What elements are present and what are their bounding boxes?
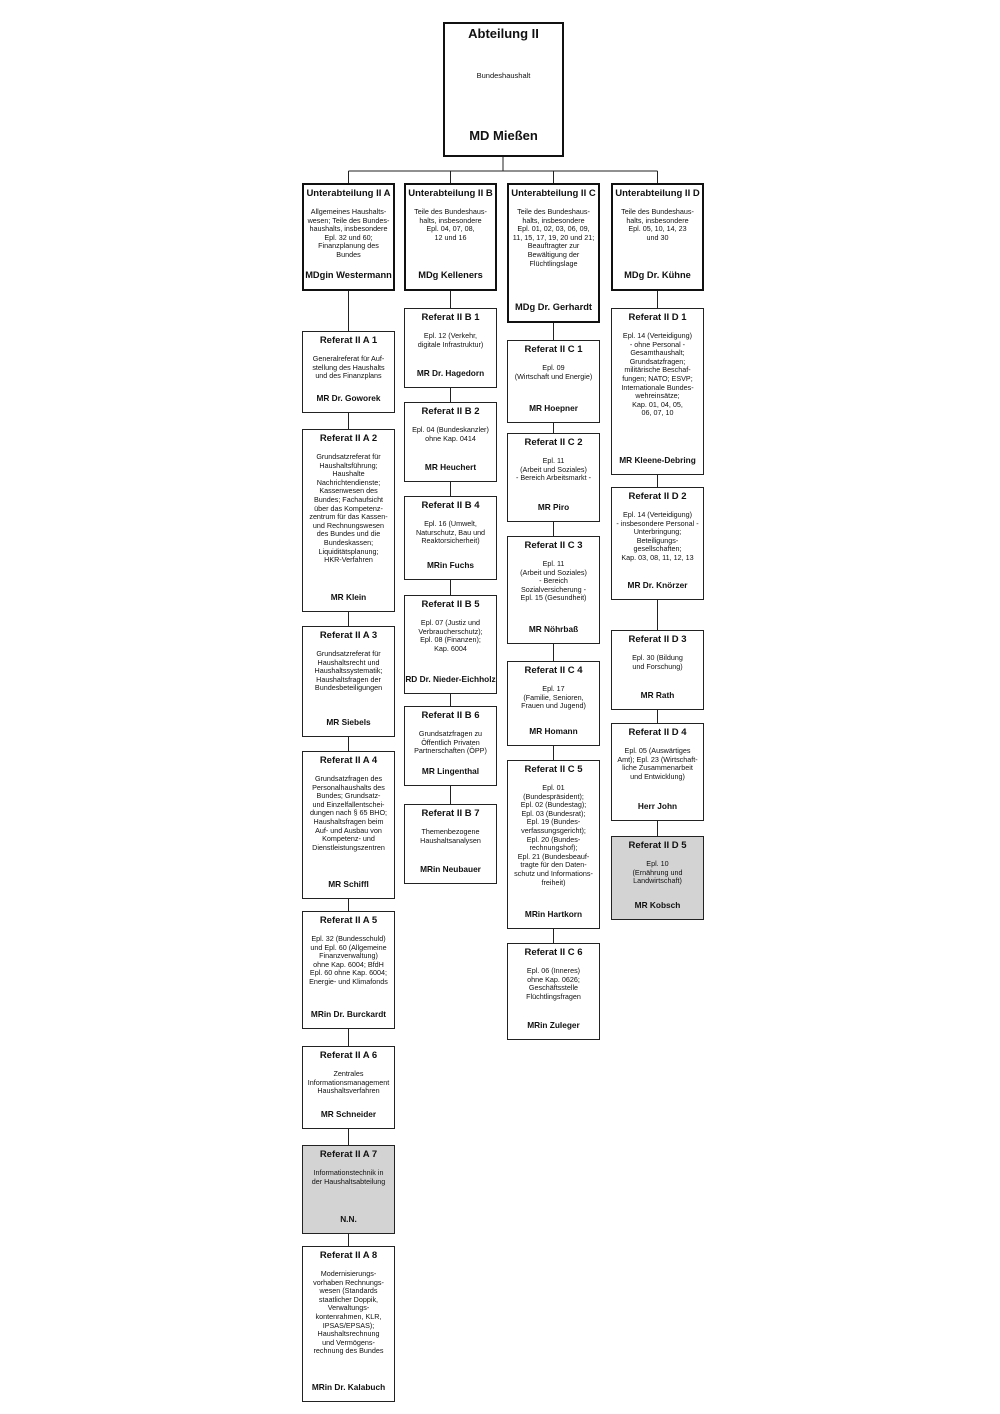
referat-c-1-head: MR Hoepner bbox=[529, 403, 578, 413]
unterabteilung-b-title: Unterabteilung II B bbox=[408, 188, 493, 199]
unterabteilung-d bbox=[611, 183, 704, 291]
referat-d-4 bbox=[611, 723, 704, 821]
referat-c-2-head: MR Piro bbox=[537, 502, 570, 512]
referat-a-6-head: MR Schneider bbox=[320, 1109, 377, 1119]
referat-c-6-description: Epl. 06 (Inneres) ohne Kap. 0626; Geschäftsstelle Flüchtlingsfragen bbox=[526, 966, 581, 1001]
referat-c-5-head: MRin Hartkorn bbox=[524, 909, 583, 919]
referat-b-2 bbox=[404, 402, 497, 482]
referat-d-1 bbox=[611, 308, 704, 475]
referat-a-3 bbox=[302, 626, 395, 737]
referat-d-2 bbox=[611, 487, 704, 600]
referat-b-4-head: RD Dr. Nieder-Eichholz bbox=[405, 674, 496, 684]
referat-b-2-description: Epl. 04 (Bundeskanzler) ohne Kap. 0414 bbox=[412, 425, 489, 443]
unterabteilung-b bbox=[404, 183, 497, 291]
referat-b-3-description: Epl. 16 (Umwelt, Naturschutz, Bau und Reaktorsicherheit) bbox=[415, 519, 486, 546]
referat-a-8 bbox=[302, 1246, 395, 1402]
referat-d-4-head: Herr John bbox=[637, 801, 678, 811]
referat-d-2-head: MR Dr. Knörzer bbox=[627, 580, 688, 590]
referat-a-4 bbox=[302, 751, 395, 899]
referat-a-3-head: MR Siebels bbox=[326, 717, 371, 727]
referat-d-3-head: MR Rath bbox=[640, 690, 675, 700]
referat-b-1-head: MR Dr. Hagedorn bbox=[416, 368, 485, 378]
unterabteilung-b-description: Teile des Bundeshaus- halts, insbesondere Epl. 04, 07, 08, 12 und 16 bbox=[414, 207, 487, 242]
referat-c-5-description: Epl. 01 (Bundespräsident); Epl. 02 (Bundestag); Epl. 03 (Bundesrat); Epl. 19 (Bundes- verfassungsgericht); Epl. 20 (Bundes- rechnungshof); Epl. 21 (Bundesbeauf- tragte für den Daten- schutz und Informations- freiheit) bbox=[514, 783, 593, 887]
referat-b-3 bbox=[404, 496, 497, 580]
unterabteilung-a bbox=[302, 183, 395, 291]
referat-d-5-description: Epl. 10 (Ernährung und Landwirtschaft) bbox=[632, 859, 683, 886]
referat-c-2-description: Epl. 11 (Arbeit und Soziales) - Bereich Arbeitsmarkt - bbox=[515, 456, 592, 483]
referat-c-4 bbox=[507, 661, 600, 746]
referat-a-7-title: Referat II A 7 bbox=[319, 1149, 378, 1160]
referat-c-2-title: Referat II C 2 bbox=[524, 437, 583, 448]
unterabteilung-a-head: MDgin Westermann bbox=[305, 270, 392, 280]
referat-d-3-title: Referat II D 3 bbox=[628, 634, 687, 645]
referat-a-4-description: Grundsatzfragen des Personalhaushalts des Bundes; Grundsatz- und Einzelfallentschei- dungen nach § 65 BHO; Haushaltsfragen beim Auf- und Ausbau von Kompetenz- und Dienstleistungszentren bbox=[309, 774, 388, 852]
referat-b-2-head: MR Heuchert bbox=[424, 462, 477, 472]
referat-a-4-head: MR Schiffl bbox=[328, 879, 369, 889]
referat-a-4-title: Referat II A 4 bbox=[319, 755, 378, 766]
referat-c-4-title: Referat II C 4 bbox=[524, 665, 583, 676]
referat-b-6-description: Themenbezogene Haushaltsanalysen bbox=[420, 827, 481, 845]
referat-c-3-description: Epl. 11 (Arbeit und Soziales) - Bereich Sozialversicherung - Epl. 15 (Gesundheit) bbox=[520, 559, 587, 603]
unterabteilung-d-title: Unterabteilung II D bbox=[615, 188, 700, 199]
referat-c-3-head: MR Nöhrbaß bbox=[528, 624, 579, 634]
referat-d-4-title: Referat II D 4 bbox=[628, 727, 687, 738]
referat-b-4-description: Epl. 07 (Justiz und Verbraucherschutz); Epl. 08 (Finanzen); Kap. 6004 bbox=[418, 618, 483, 653]
referat-d-2-description: Epl. 14 (Verteidigung) - insbesondere Personal - Unterbringung; Beteiligungs- gesellschaften; Kap. 03, 08, 11, 12, 13 bbox=[616, 510, 699, 562]
referat-d-5-title: Referat II D 5 bbox=[628, 840, 687, 851]
referat-b-4 bbox=[404, 595, 497, 694]
referat-a-7-description: Informationstechnik in der Haushaltsabteilung bbox=[311, 1168, 386, 1186]
referat-a-6-description: Zentrales Informationsmanagement Haushaltsverfahren bbox=[307, 1069, 390, 1096]
unterabteilung-a-title: Unterabteilung II A bbox=[306, 188, 391, 199]
unterabteilung-d-description: Teile des Bundeshaus- halts, insbesondere Epl. 05, 10, 14, 23 und 30 bbox=[621, 207, 694, 242]
referat-b-4-title: Referat II B 5 bbox=[421, 599, 480, 610]
unterabteilung-a-description: Allgemeines Haushalts- wesen; Teile des Bundes- haushalts, insbesondere Epl. 32 und 60; Finanzplanung des Bundes bbox=[307, 207, 390, 259]
referat-c-6-title: Referat II C 6 bbox=[524, 947, 583, 958]
referat-a-7 bbox=[302, 1145, 395, 1234]
referat-a-2-head: MR Klein bbox=[330, 592, 367, 602]
referat-a-8-description: Modernisierungs- vorhaben Rechnungs- wesen (Standards staatlicher Doppik, Verwaltungs- kontenrahmen, KLR, IPSAS/EPSAS); Haushaltsrechnung und Vermögens- rechnung des Bundes bbox=[313, 1269, 384, 1356]
referat-b-5-description: Grundsatzfragen zu Öffentlich Privaten Partnerschaften (ÖPP) bbox=[414, 729, 487, 756]
referat-b-3-title: Referat II B 4 bbox=[421, 500, 480, 511]
referat-b-6-title: Referat II B 7 bbox=[421, 808, 480, 819]
referat-c-5-title: Referat II C 5 bbox=[524, 764, 583, 775]
unterabteilung-c-description: Teile des Bundeshaus- halts, insbesondere Epl. 01, 02, 03, 06, 09, 11, 15, 17, 19, 20 und 21; Beauftragter zur Bewältigung der Flüchtlingslage bbox=[512, 207, 595, 268]
referat-c-3-title: Referat II C 3 bbox=[524, 540, 583, 551]
referat-c-6 bbox=[507, 943, 600, 1040]
department-box bbox=[443, 22, 564, 157]
referat-b-5 bbox=[404, 706, 497, 786]
referat-d-3-description: Epl. 30 (Bildung und Forschung) bbox=[632, 653, 683, 671]
department-description: Bundeshaushalt bbox=[476, 71, 531, 80]
referat-a-5 bbox=[302, 911, 395, 1029]
referat-b-5-head: MR Lingenthal bbox=[421, 766, 480, 776]
referat-c-1 bbox=[507, 340, 600, 423]
referat-d-1-description: Epl. 14 (Verteidigung) - ohne Personal - Gesamthaushalt; Grundsatzfragen; militärische Beschaf- fungen; NATO; ESVP; Internationale Bundes- wehreinsätze; Kap. 01, 04, 05, 06, 07, 10 bbox=[621, 331, 694, 418]
referat-a-8-title: Referat II A 8 bbox=[319, 1250, 378, 1261]
referat-d-2-title: Referat II D 2 bbox=[628, 491, 687, 502]
unterabteilung-c-head: MDg Dr. Gerhardt bbox=[515, 302, 592, 312]
referat-d-5-head: MR Kobsch bbox=[634, 900, 681, 910]
referat-c-3 bbox=[507, 536, 600, 644]
referat-c-1-title: Referat II C 1 bbox=[524, 344, 583, 355]
referat-a-3-description: Grundsatzreferat für Haushaltsrecht und Haushaltssystematik; Haushaltsfragen der Bundesbeteiligungen bbox=[314, 649, 383, 693]
referat-b-2-title: Referat II B 2 bbox=[421, 406, 480, 417]
referat-a-3-title: Referat II A 3 bbox=[319, 630, 378, 641]
referat-a-2 bbox=[302, 429, 395, 612]
referat-a-5-description: Epl. 32 (Bundesschuld) und Epl. 60 (Allgemeine Finanzverwaltung) ohne Kap. 6004; BfdH Epl. 60 ohne Kap. 6004; Energie- und Klimafonds bbox=[309, 934, 388, 986]
unterabteilung-d-head: MDg Dr. Kühne bbox=[624, 270, 691, 280]
referat-a-2-title: Referat II A 2 bbox=[319, 433, 378, 444]
referat-c-4-description: Epl. 17 (Familie, Senioren, Frauen und Jugend) bbox=[521, 684, 586, 711]
referat-c-6-head: MRin Zuleger bbox=[527, 1020, 580, 1030]
referat-a-2-description: Grundsatzreferat für Haushaltsführung; Haushalte Nachrichtendienste; Kassenwesen des Bundes; Fachaufsicht über das Kompetenz- zentrum für das Kassen- und Rechnungswesen des Bundes und die Bundeskassen; Liquiditätsplanung; HKR-Verfahren bbox=[309, 452, 388, 565]
referat-d-1-head: MR Kleene-Debring bbox=[619, 455, 696, 465]
referat-b-1 bbox=[404, 308, 497, 388]
unterabteilung-c-title: Unterabteilung II C bbox=[511, 188, 596, 199]
referat-c-5 bbox=[507, 760, 600, 929]
referat-a-6-title: Referat II A 6 bbox=[319, 1050, 378, 1061]
referat-c-4-head: MR Homann bbox=[529, 726, 578, 736]
unterabteilung-b-head: MDg Kelleners bbox=[418, 270, 483, 280]
referat-b-1-title: Referat II B 1 bbox=[421, 312, 480, 323]
referat-a-5-head: MRin Dr. Burckardt bbox=[310, 1009, 387, 1019]
referat-a-6 bbox=[302, 1046, 395, 1129]
referat-a-1-description: Generalreferat für Auf- stellung des Haushalts und des Finanzplans bbox=[312, 354, 385, 381]
unterabteilung-c bbox=[507, 183, 600, 323]
referat-c-1-description: Epl. 09 (Wirtschaft und Energie) bbox=[514, 363, 593, 381]
department-title: Abteilung II bbox=[468, 26, 539, 41]
referat-b-5-title: Referat II B 6 bbox=[421, 710, 480, 721]
referat-d-4-description: Epl. 05 (Auswärtiges Amt); Epl. 23 (Wirtschaft- liche Zusammenarbeit und Entwicklung) bbox=[617, 746, 698, 781]
referat-b-3-head: MRin Fuchs bbox=[426, 560, 474, 570]
referat-a-7-head: N.N. bbox=[340, 1214, 357, 1224]
referat-d-1-title: Referat II D 1 bbox=[628, 312, 687, 323]
referat-a-1 bbox=[302, 331, 395, 413]
referat-d-5 bbox=[611, 836, 704, 920]
referat-a-8-head: MRin Dr. Kalabuch bbox=[311, 1382, 386, 1392]
referat-b-6 bbox=[404, 804, 497, 884]
referat-a-5-title: Referat II A 5 bbox=[319, 915, 378, 926]
referat-b-1-description: Epl. 12 (Verkehr, digitale Infrastruktur) bbox=[417, 331, 484, 349]
referat-a-1-title: Referat II A 1 bbox=[319, 335, 378, 346]
department-head: MD Mießen bbox=[469, 128, 538, 143]
referat-a-1-head: MR Dr. Goworek bbox=[316, 393, 381, 403]
referat-c-2 bbox=[507, 433, 600, 522]
referat-b-6-head: MRin Neubauer bbox=[420, 864, 481, 874]
referat-d-3 bbox=[611, 630, 704, 710]
